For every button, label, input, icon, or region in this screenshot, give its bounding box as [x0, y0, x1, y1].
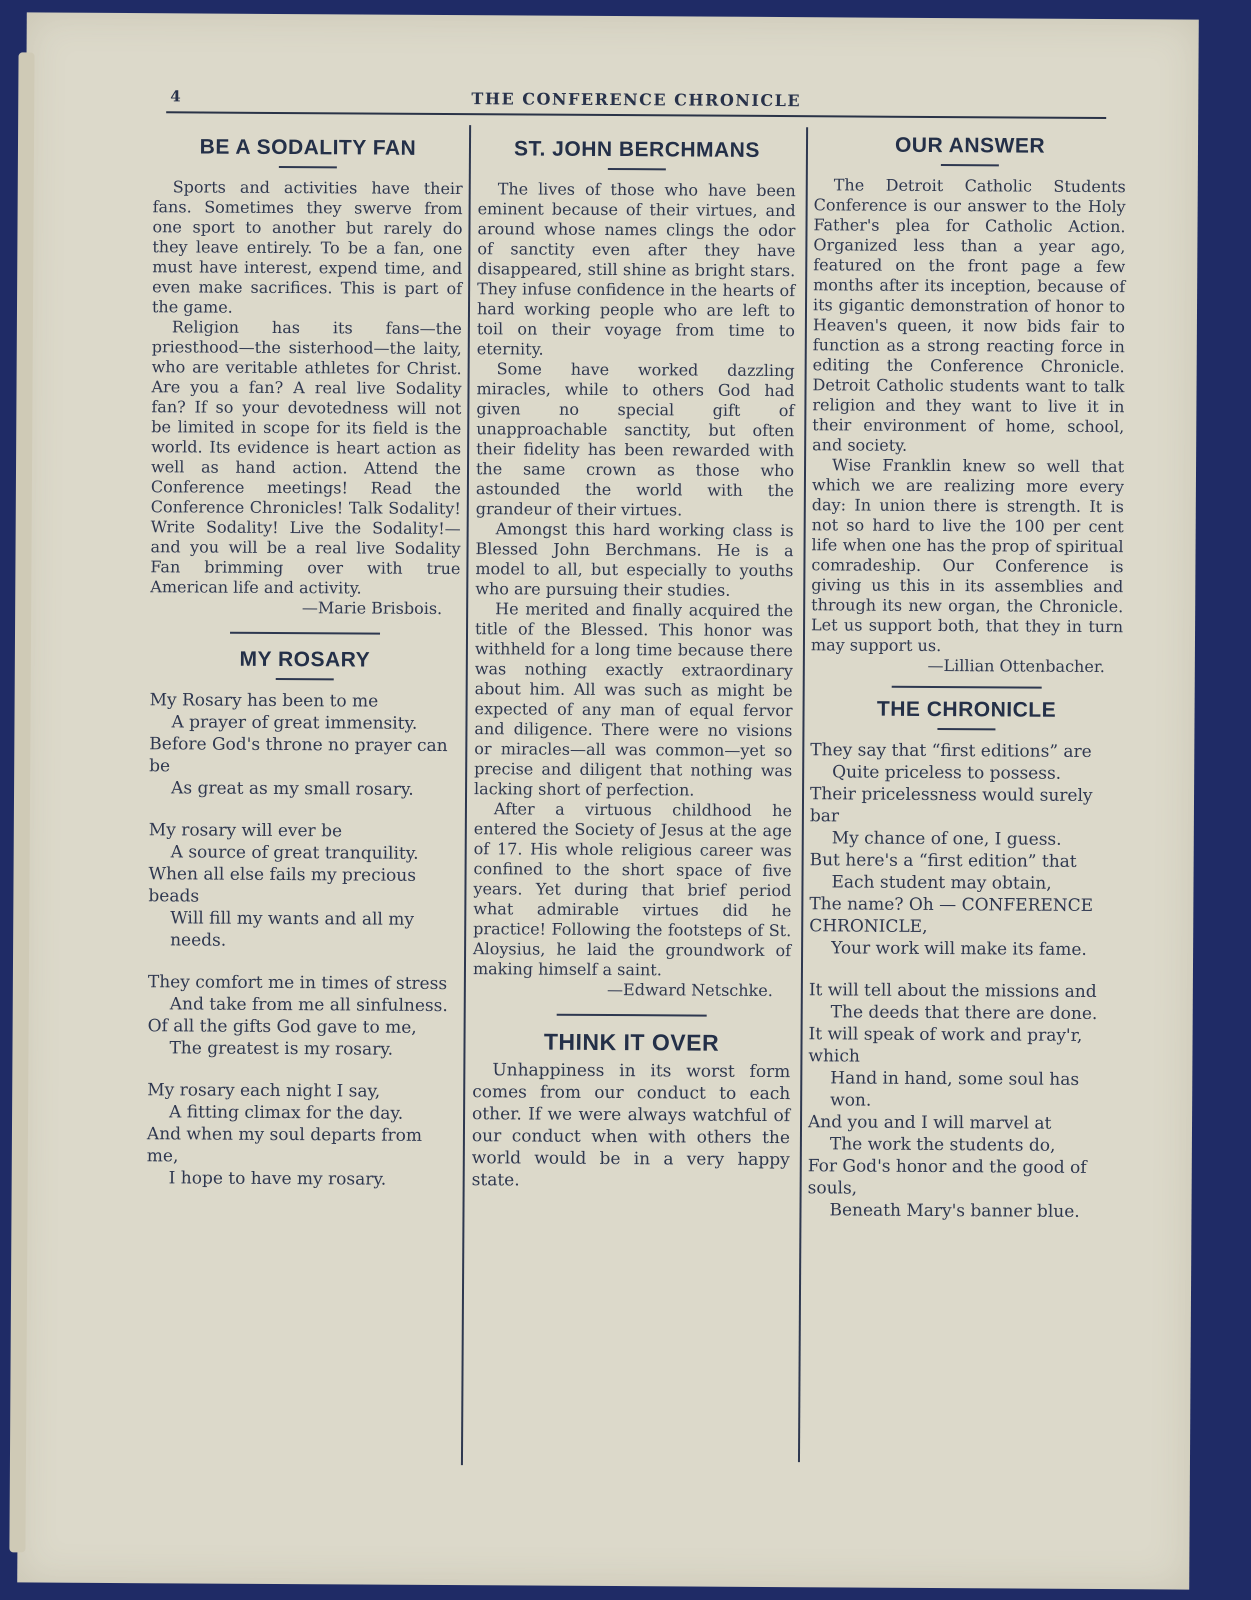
article-title: BE A SODALITY FAN [199, 135, 417, 160]
poem-line: And take from me all sinfulness. [169, 994, 448, 1017]
author-signature: —Lillian Ottenbacher. [927, 655, 1105, 677]
paragraph: He merited and finally acquired the title of the Blessed. This honor was withheld for a long time because there was nothing exactly extraordinary about him. All was such as might be expected of any man of equal fervor and diligence. There were no visions or miracles—all was common—yet so precise and diligent that nothing was lacking short of perfection. [474, 599, 794, 800]
poem-line: Your work will make its fame. [831, 938, 1087, 960]
poem-title: THE CHRONICLE [876, 697, 1057, 722]
poem-the-chronicle [807, 699, 1122, 1223]
title-underline [608, 168, 666, 170]
poem-line: They comfort me in times of stress [147, 972, 448, 995]
column-rule-left [461, 125, 471, 1465]
poem-line: Quite priceless to possess. [832, 762, 1062, 784]
poem-line: Beneath Mary's banner blue. [829, 1200, 1080, 1222]
article-st-john-berchmans [473, 139, 796, 1001]
article-title: ST. JOHN BERCHMANS [513, 137, 760, 162]
title-underline [276, 678, 334, 680]
poem-line: My rosary will ever be [148, 820, 343, 842]
article-our-answer [811, 135, 1126, 677]
poem-line: Hand in hand, some soul has won. [830, 1068, 1080, 1111]
poem-line: I hope to have my rosary. [168, 1168, 387, 1190]
title-underline [937, 728, 995, 730]
article-title: OUR ANSWER [894, 133, 1046, 158]
poem-line: And when my soul departs from me, [146, 1124, 423, 1167]
poem-line: And you and I will marvel at [807, 1112, 1052, 1134]
masthead: THE CONFERENCE CHRONICLE [471, 89, 802, 111]
title-underline [279, 166, 337, 168]
paragraph: After a virtuous childhood he entered the Society of Jesus at the age of 17. His whole religious career was confined to the short space of five years. Yet during that brief period what admirable virtues did he practice! Following the footsteps of St. Aloysius, he laid the groundwork of making himself a saint. [472, 799, 793, 980]
paragraph: Some have worked dazzling miracles, while to others God had given no special gift of unapproachable sanctity, but often their fidelity has been rewarded with the same crown as those who astounded the world with the grandeur of their virtues. [475, 359, 795, 520]
stanza [809, 739, 1122, 961]
stanza [807, 979, 1120, 1223]
section-divider [557, 1014, 707, 1017]
poem-body [807, 739, 1122, 1223]
article-sodality-fan [150, 137, 463, 619]
author-signature: —Edward Netschke. [607, 979, 773, 1001]
stanza [148, 819, 459, 953]
poem-line: It will tell about the missions and [808, 980, 1097, 1002]
article-title: THINK IT OVER [543, 1028, 720, 1056]
column-2 [472, 139, 796, 1193]
column-rule-right [798, 127, 808, 1462]
poem-line: Their pricelessness would surely bar [809, 784, 1093, 827]
poem-line: Will fill my wants and all my needs. [170, 908, 415, 951]
poem-line: My rosary each night I say, [147, 1080, 381, 1102]
column-1 [146, 137, 463, 1211]
poem-line: My chance of one, I guess. [831, 828, 1062, 850]
poem-my-rosary [147, 649, 460, 1191]
poem-line: The work the students do, [829, 1134, 1056, 1156]
poem-line: Of all the gifts God gave to me, [147, 1016, 417, 1038]
stanza [149, 689, 460, 801]
column-3 [807, 135, 1126, 1243]
paragraph: The Detroit Catholic Students Conference is our answer to the Holy Father's plea for Catholic Action. Organized less than a year ago, featured on the front page a few months after its inception, because of its gigantic demonstration of honor to Heaven's queen, it now bids fair to function as a strong reacting force in editing the Conference Chronicle. Detroit Catholic students want to talk religion and they want to live it in their environment of home, school, and society. [812, 175, 1126, 455]
poem-line: The name? Oh — CONFERENCE CHRONICLE, [809, 894, 1094, 937]
poem-line: When all else fails my precious beads [148, 864, 417, 907]
poem-line: The greatest is my rosary. [169, 1038, 394, 1060]
section-divider [892, 686, 1042, 689]
paragraph: Wise Franklin knew so well that which we are realizing more every day: In union there is strength. It is not so hard to live the 100 per cent life when one has the prop of spiritual comradeship. Our Conference is giving us this in its assemblies and through its new organ, the Chronicle. Let us support both, that they in turn may support us. [810, 455, 1125, 656]
stanza [147, 1079, 458, 1191]
poem-body [147, 689, 460, 1191]
paragraph: Unhappiness in its worst form comes from our conduct to each other. If we were always watchful of our conduct when with others the world would be in a very happy state. [471, 1060, 791, 1191]
poem-line: But here's a “first edition” that [809, 850, 1077, 872]
poem-line: A prayer of great immensity. [171, 712, 418, 734]
title-underline [941, 164, 999, 166]
poem-line: For God's honor and the good of souls, [807, 1156, 1087, 1199]
page-header [166, 87, 1106, 119]
newspaper-page [17, 12, 1199, 1589]
poem-line: A source of great tranquility. [170, 842, 419, 864]
author-signature: —Marie Brisbois. [301, 598, 443, 618]
paragraph: Religion has its fans—the priesthood—the sisterhood—the laity, who are veritable athletes for Christ. Are you a fan? A real live Sodality fan? If so your devotedness will not be limited in scope for its field is the world. Its evidence is heart action as well as hand action. Attend the Conference meetings! Read the Conference Chronicles! Talk Sodality! Write Sodality! Live the Sodality!—and you will be a real live Sodality Fan brimming over with true American life and activity. [150, 317, 462, 598]
section-divider [230, 632, 380, 635]
poem-line: They say that “first editions” are [810, 740, 1092, 762]
poem-line: My Rosary has been to me [149, 690, 379, 712]
page-number: 4 [170, 87, 181, 106]
stanza [147, 971, 458, 1061]
poem-line: It will speak of work and pray'r, which [808, 1024, 1083, 1067]
poem-line: The deeds that there are done. [830, 1002, 1098, 1024]
paragraph: Sports and activities have their fans. Sometimes they swerve from one sport to another but rarely do they leave entirely. To be a fan, one must have interest, expend time, and even make sacrifices. This is part of the game. [151, 177, 463, 317]
poem-line: Each student may obtain, [831, 872, 1052, 894]
poem-title: MY ROSARY [239, 647, 371, 672]
poem-line: As great as my small rosary. [171, 778, 414, 800]
poem-line: Before God's throne no prayer can be [149, 734, 448, 777]
paragraph: Amongst this hard working class is Blessed John Berchmans. He is a model to all, but especially to youths who are pursuing their studies. [475, 519, 794, 600]
poem-line: A fitting climax for the day. [169, 1102, 404, 1124]
paragraph: The lives of those who have been eminent because of their virtues, and around whose names clings the odor of sanctity even after they have disappeared, still shine as bright stars. They infuse confidence in the hearts of hard working people who are left to toil on their voyage from time to eternity. [476, 179, 796, 359]
article-think-it-over [471, 1028, 791, 1193]
